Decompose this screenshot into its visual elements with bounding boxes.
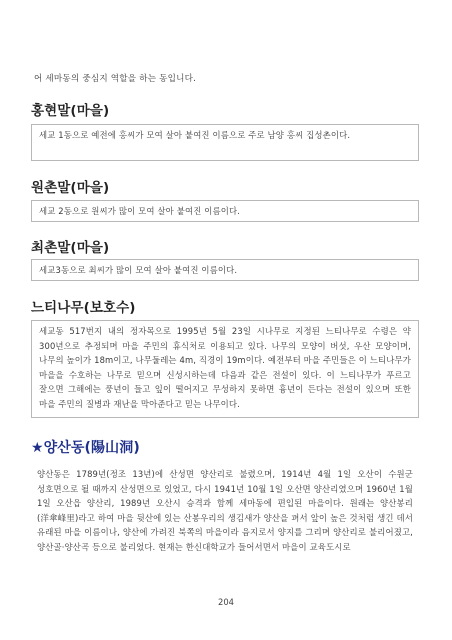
section-body-choechon: 세교3동으로 최씨가 많이 모여 살아 붙여진 이름이다. <box>39 265 238 275</box>
section-title-neutinamu: 느티나무(보호수) <box>31 300 136 316</box>
section-box-honghyeon <box>31 124 419 161</box>
section-title-yangsan: ★양산동(陽山洞) <box>31 440 140 456</box>
section-box-neutinamu <box>31 320 419 418</box>
intro-line: 어 세마동의 중심지 역할을 하는 동입니다. <box>34 74 197 84</box>
section-box-choechon <box>31 259 419 281</box>
yangsan-paragraph: 양산동은 1789년(정조 13년)에 산성면 양산리로 불렸으며, 1914년 4월 1일 오산이 수원군 성호면으로 될 때까지 산성면으로 있었고, 다시 1941년 10월 1일 오산면 양산리였으며 1960년 1월 1일 오산읍 양산리, 1989년 오산시 승격과 함께 세마동에 편입된 마을이다. 원래는 양산봉리(洋傘峰里)라고 하여 마을 뒷산에 있는 산봉우리의 생김새가 양산을 펴서 앞이 높은 것처럼 생긴 데서 유래된 마을 이름이나, 양산에 가려진 북쪽의 마을이라 음지로서 양지를 그리며 양산리로 불리어졌고, 양산골·양산곡 등으로 불리었다. 현재는 한신대학교가 들어서면서 마을이 교육도시로 <box>37 469 413 552</box>
section-body-honghyeon: 세교 1동으로 예전에 홍씨가 모여 살아 붙여진 이름으로 주로 남양 홍씨 집성촌이다. <box>39 130 351 140</box>
section-body-yangsan <box>31 467 419 555</box>
section-box-wonchon <box>31 200 419 222</box>
page-number: 204 <box>218 597 234 607</box>
section-title-choechon: 최촌말(마을) <box>31 240 110 256</box>
section-title-wonchon: 원촌말(마을) <box>31 180 110 196</box>
section-body-neutinamu: 세교동 517번지 내의 정자목으로 1995년 5월 23일 시나무로 지정된 느티나무로 수령은 약 300년으로 추정되며 마을 주민의 휴식처로 이용되고 있다. 나무의 모양이 버섯, 우산 모양이며, 나무의 높이가 18m이고, 나무둘레는 4m, 직경이 19m이다. 예전부터 마을 주민들은 이 느티나무가 마을을 수호하는 나무로 믿으며 신성시하는데 다음과 같은 전설이 있다. 이 느티나무가 푸르고 잘으면 그해에는 풍년이 들고 잎이 떨어지고 무성하지 못하면 흉년이 든다는 전설이 있으며 또한 마을 주민의 질병과 재난을 막아준다고 믿는 나무이다. <box>39 326 411 409</box>
section-body-wonchon: 세교 2동으로 원씨가 많이 모여 살아 붙여진 이름이다. <box>39 206 241 216</box>
section-title-honghyeon: 홍현말(마을) <box>31 103 110 119</box>
